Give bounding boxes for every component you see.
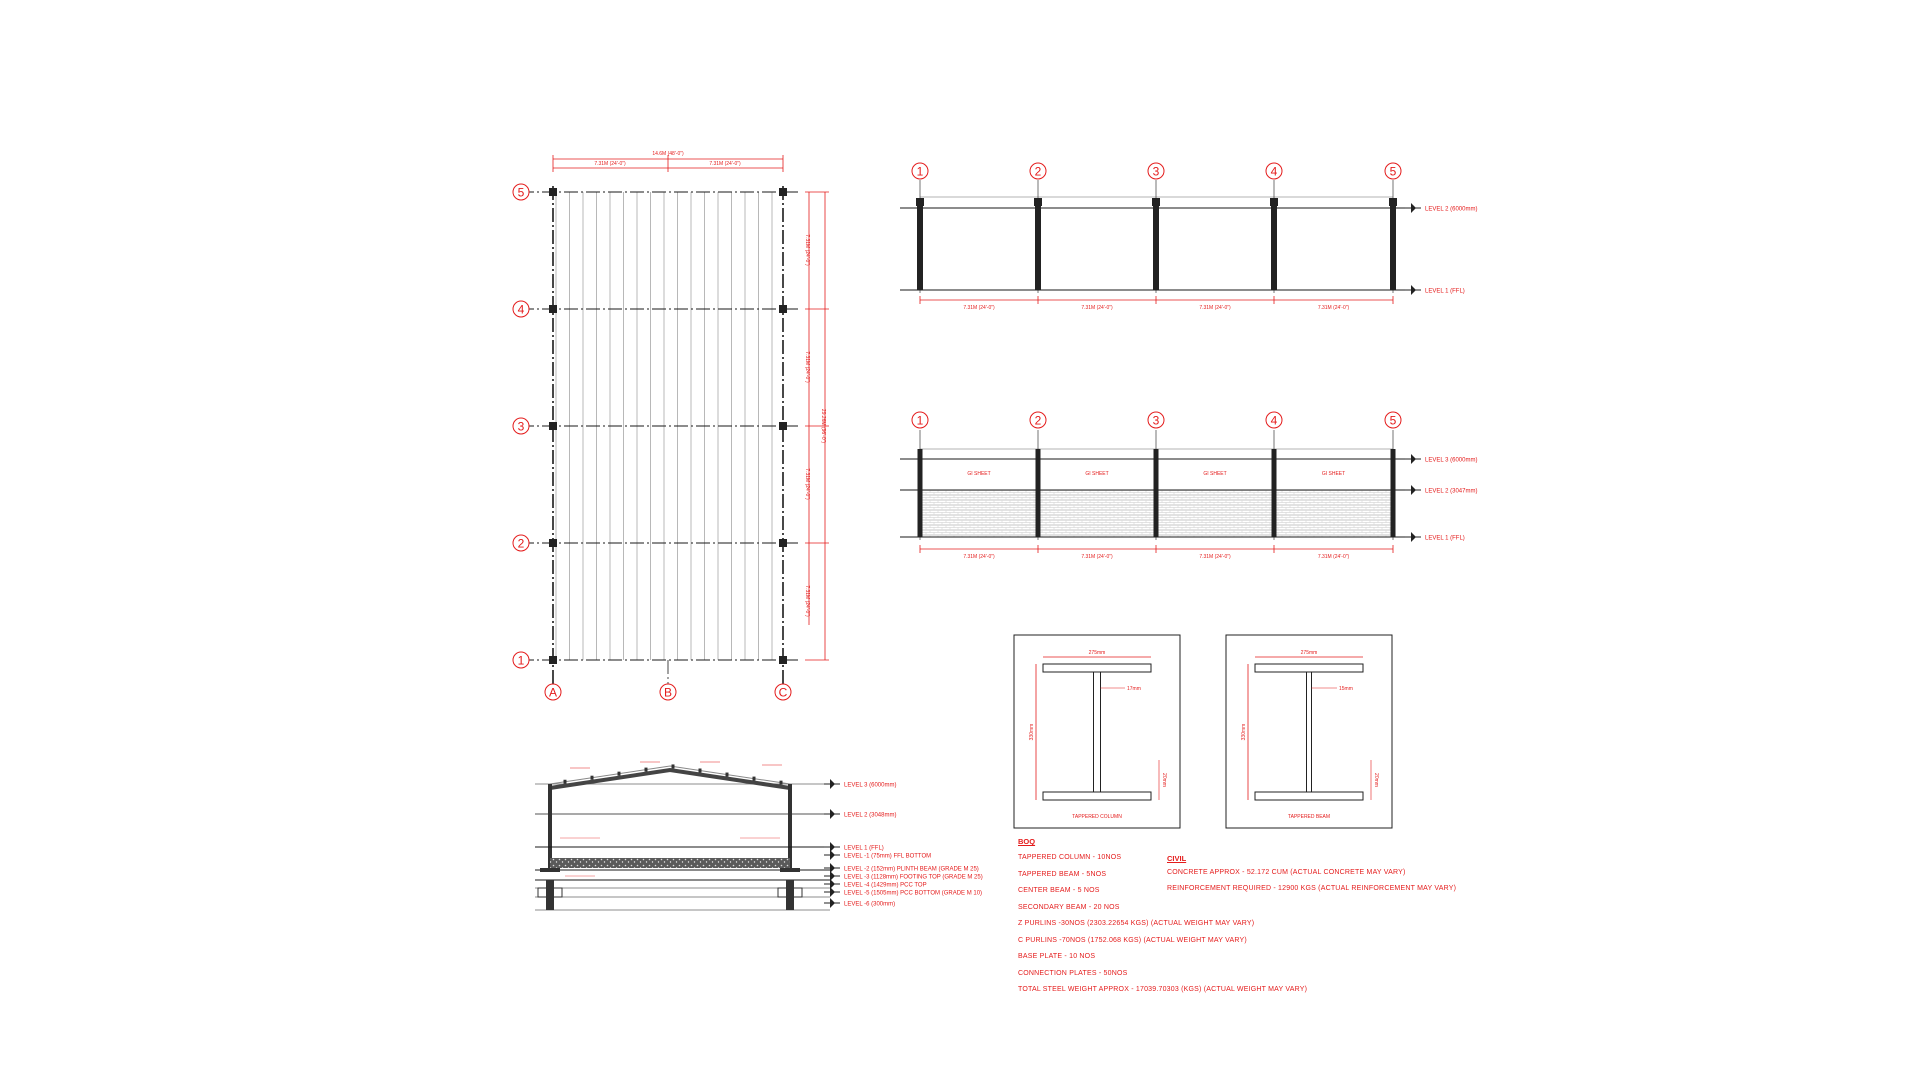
- plan-col-A-text: A: [548, 685, 558, 700]
- elev2-span-3: 7.31M (24'-0"): [1199, 554, 1231, 560]
- top-flange: [1255, 664, 1363, 672]
- gi-sheet-label-3: GI SHEET: [1203, 471, 1227, 477]
- plan-column: [549, 539, 557, 547]
- section-level-1-text: LEVEL 3 (6000mm): [844, 782, 897, 789]
- elev2-span-2: 7.31M (24'-0"): [1081, 554, 1113, 560]
- boq-civil-item: CONCRETE APPROX - 52.172 CUM (ACTUAL CONCRETE MAY VARY): [1167, 869, 1406, 876]
- elev1-span-3: 7.31M (24'-0"): [1199, 305, 1231, 311]
- boq-steel-item: CENTER BEAM - 5 NOS: [1018, 887, 1100, 894]
- elev2-grid-5-text: 5: [1389, 413, 1397, 428]
- elev2-span-1: 7.31M (24'-0"): [963, 554, 995, 560]
- side-elevation-with-sheeting: [900, 412, 1477, 560]
- gi-sheet-label-2: GI SHEET: [1085, 471, 1109, 477]
- purlin-section: [618, 772, 621, 776]
- plan-column: [549, 422, 557, 430]
- elev1-grid-3-text: 3: [1152, 164, 1160, 179]
- purlin-section: [699, 769, 702, 773]
- plan-column: [779, 539, 787, 547]
- boq-steel-item: TOTAL STEEL WEIGHT APPROX - 17039.70303 (KGS) (ACTUAL WEIGHT MAY VARY): [1018, 986, 1308, 993]
- plan-top-total: 14.6M (48'-0"): [652, 151, 684, 157]
- detail-web-2: 15mm: [1339, 686, 1353, 692]
- plan-row-3-text: 3: [517, 419, 525, 434]
- purlin-section: [645, 768, 648, 772]
- plan-column: [779, 422, 787, 430]
- elev2-level-2-text: LEVEL 2 (3047mm): [1425, 488, 1478, 495]
- cross-section: [535, 762, 983, 910]
- plan-column: [549, 656, 557, 664]
- detail-depth-2: 330mm: [1241, 723, 1247, 741]
- plan-right-span-1: 7.31M (24'-0"): [804, 234, 810, 266]
- boq-steel-item: TAPPERED BEAM - 5NOS: [1018, 870, 1107, 878]
- detail-flange-2: 20mm: [1373, 773, 1379, 787]
- section-level-6-text: LEVEL -3 (1128mm) FOOTING TOP (GRADE M 25): [844, 874, 983, 881]
- plan-right-span-2: 7.31M (24'-0"): [804, 351, 810, 383]
- section-level-2-text: LEVEL 2 (3048mm): [844, 812, 897, 819]
- purlin-section: [564, 780, 567, 784]
- web: [1307, 672, 1312, 792]
- purlin-section: [780, 781, 783, 785]
- elev2-grid-2-text: 2: [1034, 413, 1042, 428]
- elev2-level-1-text: LEVEL 1 (FFL): [1425, 535, 1465, 542]
- elev2-grid-4-text: 4: [1270, 413, 1278, 428]
- plan-right-span-4: 7.31M (24'-0"): [804, 585, 810, 617]
- purlin-section: [753, 777, 756, 781]
- plan-row-2-text: 2: [517, 536, 525, 551]
- detail-label-1: TAPPERED COLUMN: [1072, 814, 1122, 820]
- elev1-column-cap: [1270, 198, 1278, 206]
- elev2-level-3-text: LEVEL 3 (6000mm): [1425, 457, 1478, 464]
- boq-steel-item: CONNECTION PLATES - 50NOS: [1018, 969, 1128, 977]
- elev2-column: [1154, 449, 1159, 537]
- elev1-column-cap: [916, 198, 924, 206]
- elev2-grid-3-text: 3: [1152, 413, 1160, 428]
- elev1-column: [1153, 198, 1159, 290]
- plan-top-span-2: 7.31M (24'-0"): [709, 161, 741, 167]
- purlin-section: [726, 773, 729, 777]
- elev1-span-4: 7.31M (24'-0"): [1317, 305, 1350, 311]
- detail-flange-1: 20mm: [1161, 773, 1167, 787]
- plan-column: [549, 305, 557, 313]
- base-plate: [540, 868, 560, 872]
- footing: [786, 880, 794, 910]
- elev1-grid-2-text: 2: [1034, 164, 1042, 179]
- plan-row-4-text: 4: [517, 302, 525, 317]
- elev1-column: [1035, 198, 1041, 290]
- purlin-section: [591, 776, 594, 780]
- elev2-span-4: 7.31M (24'-0"): [1317, 554, 1350, 560]
- section-level-7-text: LEVEL -4 (1429mm) PCC TOP: [844, 882, 927, 889]
- section-level-9-text: LEVEL -6 (300mm): [844, 901, 896, 908]
- elev2-column: [1272, 449, 1277, 537]
- boq-steel-item: SECONDARY BEAM - 20 NOS: [1018, 903, 1120, 911]
- elev2-column: [1036, 449, 1041, 537]
- elev1-level-1-text: LEVEL 1 (FFL): [1425, 288, 1465, 295]
- boq-steel-item: C PURLINS -70NOS (1752.068 KGS) (ACTUAL WEIGHT MAY VARY): [1018, 936, 1247, 944]
- front-elevation: [900, 163, 1477, 311]
- elev1-column-cap: [1152, 198, 1160, 206]
- plan-right-span-3: 7.31M (24'-0"): [804, 468, 810, 500]
- plan-top-span-1: 7.31M (24'-0"): [594, 161, 626, 167]
- plan-column: [779, 305, 787, 313]
- elev1-span-1: 7.31M (24'-0"): [963, 305, 995, 311]
- boq-steel-item: Z PURLINS -30NOS (2303.22654 KGS) (ACTUAL WEIGHT MAY VARY): [1018, 920, 1255, 927]
- detail-depth-1: 330mm: [1029, 723, 1035, 741]
- plan-column: [549, 188, 557, 196]
- elev1-column: [1390, 198, 1396, 290]
- boq-steel-item: TAPPERED COLUMN - 10NOS: [1018, 854, 1122, 861]
- section-level-3-text: LEVEL 1 (FFL): [844, 845, 884, 852]
- elev1-grid-1-text: 1: [916, 164, 924, 179]
- base-plate: [780, 868, 800, 872]
- top-flange: [1043, 664, 1151, 672]
- section-level-8-text: LEVEL -5 (1505mm) PCC BOTTOM (GRADE M 10): [844, 890, 983, 897]
- bottom-flange: [1043, 792, 1151, 800]
- elev2-grid-1-text: 1: [916, 413, 924, 428]
- purlin-section: [672, 764, 675, 768]
- plan-col-C-text: C: [778, 685, 788, 700]
- elev1-column: [1271, 198, 1277, 290]
- elev1-column-cap: [1389, 198, 1397, 206]
- plan-right-total: 29.26M (96'-0"): [820, 408, 826, 444]
- detail-width-2: 275mm: [1300, 650, 1318, 656]
- bottom-flange: [1255, 792, 1363, 800]
- elev2-column: [918, 449, 923, 537]
- elev1-grid-4-text: 4: [1270, 164, 1278, 179]
- plan-row-5-text: 5: [517, 185, 525, 200]
- boq-civil-title: CIVIL: [1167, 854, 1187, 863]
- slab-fill: [550, 858, 790, 868]
- gi-sheet-label-1: GI SHEET: [967, 471, 991, 477]
- elev1-level-2-text: LEVEL 2 (6000mm): [1425, 206, 1478, 213]
- section-column: [788, 784, 792, 870]
- elev2-column: [1391, 449, 1396, 537]
- detail-label-2: TAPPERED BEAM: [1287, 814, 1331, 820]
- floor-plan: [513, 151, 829, 700]
- elev1-grid-5-text: 5: [1389, 164, 1397, 179]
- plan-column: [779, 656, 787, 664]
- gi-sheet-label-4: GI SHEET: [1321, 471, 1346, 477]
- detail-width-1: 275mm: [1088, 650, 1106, 656]
- section-level-5-text: LEVEL -2 (152mm) PLINTH BEAM (GRADE M 25): [844, 866, 979, 873]
- plan-col-B-text: B: [663, 685, 673, 700]
- plan-row-1-text: 1: [517, 653, 525, 668]
- boq-civil-item: REINFORCEMENT REQUIRED - 12900 KGS (ACTUAL REINFORCEMENT MAY VARY): [1167, 885, 1457, 892]
- elev1-column: [917, 198, 923, 290]
- i-section-details: [1014, 635, 1392, 828]
- elev1-column-cap: [1034, 198, 1042, 206]
- detail-web-1: 17mm: [1127, 686, 1141, 692]
- section-column: [548, 784, 552, 870]
- plan-column: [779, 188, 787, 196]
- web: [1094, 672, 1101, 792]
- elev1-span-2: 7.31M (24'-0"): [1081, 305, 1113, 311]
- boq-steel-item: BASE PLATE - 10 NOS: [1018, 953, 1096, 960]
- footing: [546, 880, 554, 910]
- section-level-4-text: LEVEL -1 (75mm) FFL BOTTOM: [844, 853, 932, 860]
- boq-title: BOQ: [1018, 837, 1036, 846]
